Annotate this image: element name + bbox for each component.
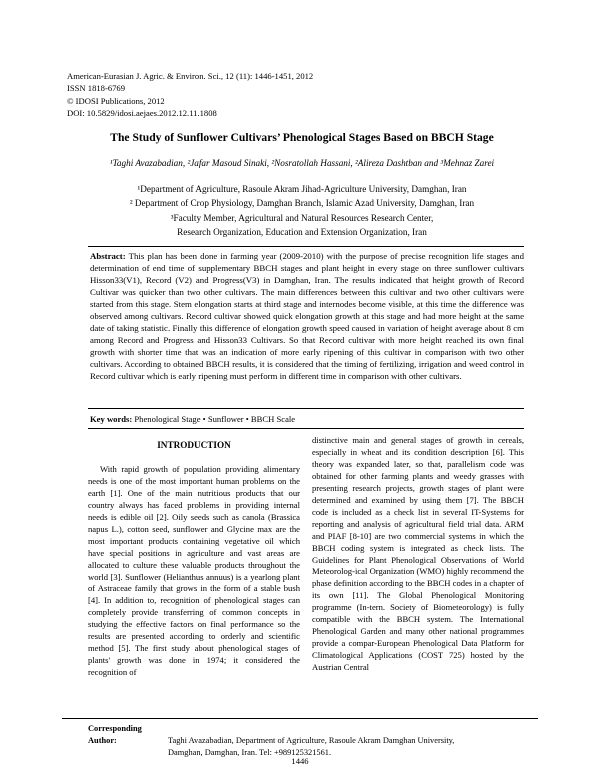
keywords-rule: [88, 428, 524, 429]
journal-header: [67, 70, 537, 120]
abstract-text: This plan has been done in farming year (2009-2010) with the purpose of precise recognition life stages and determination of end time of supplementary BBCH stages and plant height in every stage on three sunflower cultivars Hisson33(V1), Record (V2) and Progress(V3) in Damghan, Iran. The results indicated that height growth of Record Cultivar was quicker than two other cultivars. The main differences between this cultivar and two other cultivars were started from this stage. Stem elongation starts at third stage and internodes become visible, at this time the difference was observed among cultivars. Record cultivar showed quick elongation growth at this stage and had more height at the same date of taking statistic. Finally this difference of elongation growth speed caused in variation of height average about 8 cm among Record and Progress and Hisson33 Cultivars. So that Record cultivar with more height reached its own final growth with shorter time that was an indication of more early ripening of this cultivar in comparison with two other cultivars. According to obtained BBCH results, it is considered that the timing of fertilizing, irrigation and weed control in Record cultivar which is early ripening must perform in different time in comparison with other cultivars.: [90, 251, 524, 381]
doi: DOI: 10.5829/idosi.aejaes.2012.12.11.1808: [67, 108, 217, 119]
corresponding-author-line-1: Taghi Avazabadian, Department of Agriculture, Rasoule Akram Damghan University,: [168, 736, 455, 745]
corresponding-author: [88, 723, 528, 759]
intro-paragraph-1: With rapid growth of population providing alimentary needs is one of the most important human problems on the earth [1]. One of the main nutritious products that our country always has faced problems in providing internal needs is edible oil [2]. Oily seeds such as canola (Brassica napus L.), cotton seed, sunflower and Glycine max are the most important products containing vegetative oil which have special positions in agriculture and vast areas are allocated to culture these valuable products throughout the world [3]. Sunflower (Helianthus annuus) is a yearlong plant of Astraceae family that grows in the form of a stable bush [4]. In addition to, recognition of phenological stages can completely provide transferring of common concepts in studying the effective factors on final performance so the results are presented according to orderly and scientific method [5]. The first study about phenological stages of plants' growth was done in 1974; it considered the recognition of: [88, 463, 300, 678]
issn: ISSN 1818-6769: [67, 83, 126, 94]
keywords-text: Phenological Stage • Sunflower • BBCH Scale: [134, 414, 296, 424]
abstract-bottom-rule: [88, 408, 524, 409]
abstract-top-rule: [88, 246, 524, 247]
affiliation-3: ³Faculty Member, Agricultural and Natural Resources Research Center,: [170, 212, 434, 223]
intro-paragraph-continued: distinctive main and general stages of growth in cereals, especially in wheat and its condition description [6]. This theory was expanded later, so that, parallelism code was obtained for other farming plants and weedy grasses with presenting research projects, growth stages of plant were determined and examined by using them [7]. The BBCH code is included as a check list in several IT-Systems for reporting and analysis of agricultural field trial data. ARM and PIAF [8-10] are two commercial systems in which the BBCH coding system is integrated as check lists. The Guidelines for Plant Phenological Observations of World Meteorolog-ical Organization (WMO) highly recommend the phase definition according to the BBCH codes in a chapter of its own [11]. The Global Phenological Monitoring programme (In-tern. Society of Biometeorology) is fully compatible with the BBCH system. The International Phenological Garden and many other national programmes provide a compar-European Phenological Data Platform for Climatological Applications (COST 725) hosted by the Austrian Central: [312, 435, 524, 673]
abstract: [90, 251, 524, 382]
copyright: © IDOSI Publications, 2012: [67, 95, 165, 106]
affiliation-2: ² Department of Crop Physiology, Damghan Branch, Islamic Azad University, Damghan, Iran: [129, 198, 475, 209]
corresponding-author-line-2: Damghan, Damghan, Iran. Tel: +989125321561.: [168, 748, 332, 757]
journal-citation: American-Eurasian J. Agric. & Environ. Sci., 12 (11): 1446-1451, 2012: [67, 71, 314, 81]
keywords: [90, 413, 524, 425]
right-column: [312, 435, 524, 674]
keywords-label: Key words:: [90, 414, 133, 424]
left-column: [88, 440, 300, 679]
abstract-label: Abstract:: [90, 251, 126, 261]
paper-title: The Study of Sunflower Cultivars’ Phenological Stages Based on BBCH Stage: [110, 131, 494, 144]
section-heading-introduction: INTRODUCTION: [157, 440, 231, 450]
footer-rule: [62, 718, 538, 719]
author-list: ¹Taghi Avazabadian, ²Jafar Masoud Sinaki, ²Nosratollah Hassani, ²Alireza Dashtban and ³Mehnaz Zarei: [109, 158, 495, 168]
corresponding-author-label: Corresponding Author:: [88, 724, 142, 745]
affiliation-1: ¹Department of Agriculture, Rasoule Akram Jihad-Agriculture University, Damghan, Iran: [137, 184, 467, 194]
affiliations: [67, 182, 537, 240]
affiliation-4: Research Organization, Education and Extension Organization, Iran: [177, 227, 427, 238]
page-number: 1446: [291, 756, 309, 766]
